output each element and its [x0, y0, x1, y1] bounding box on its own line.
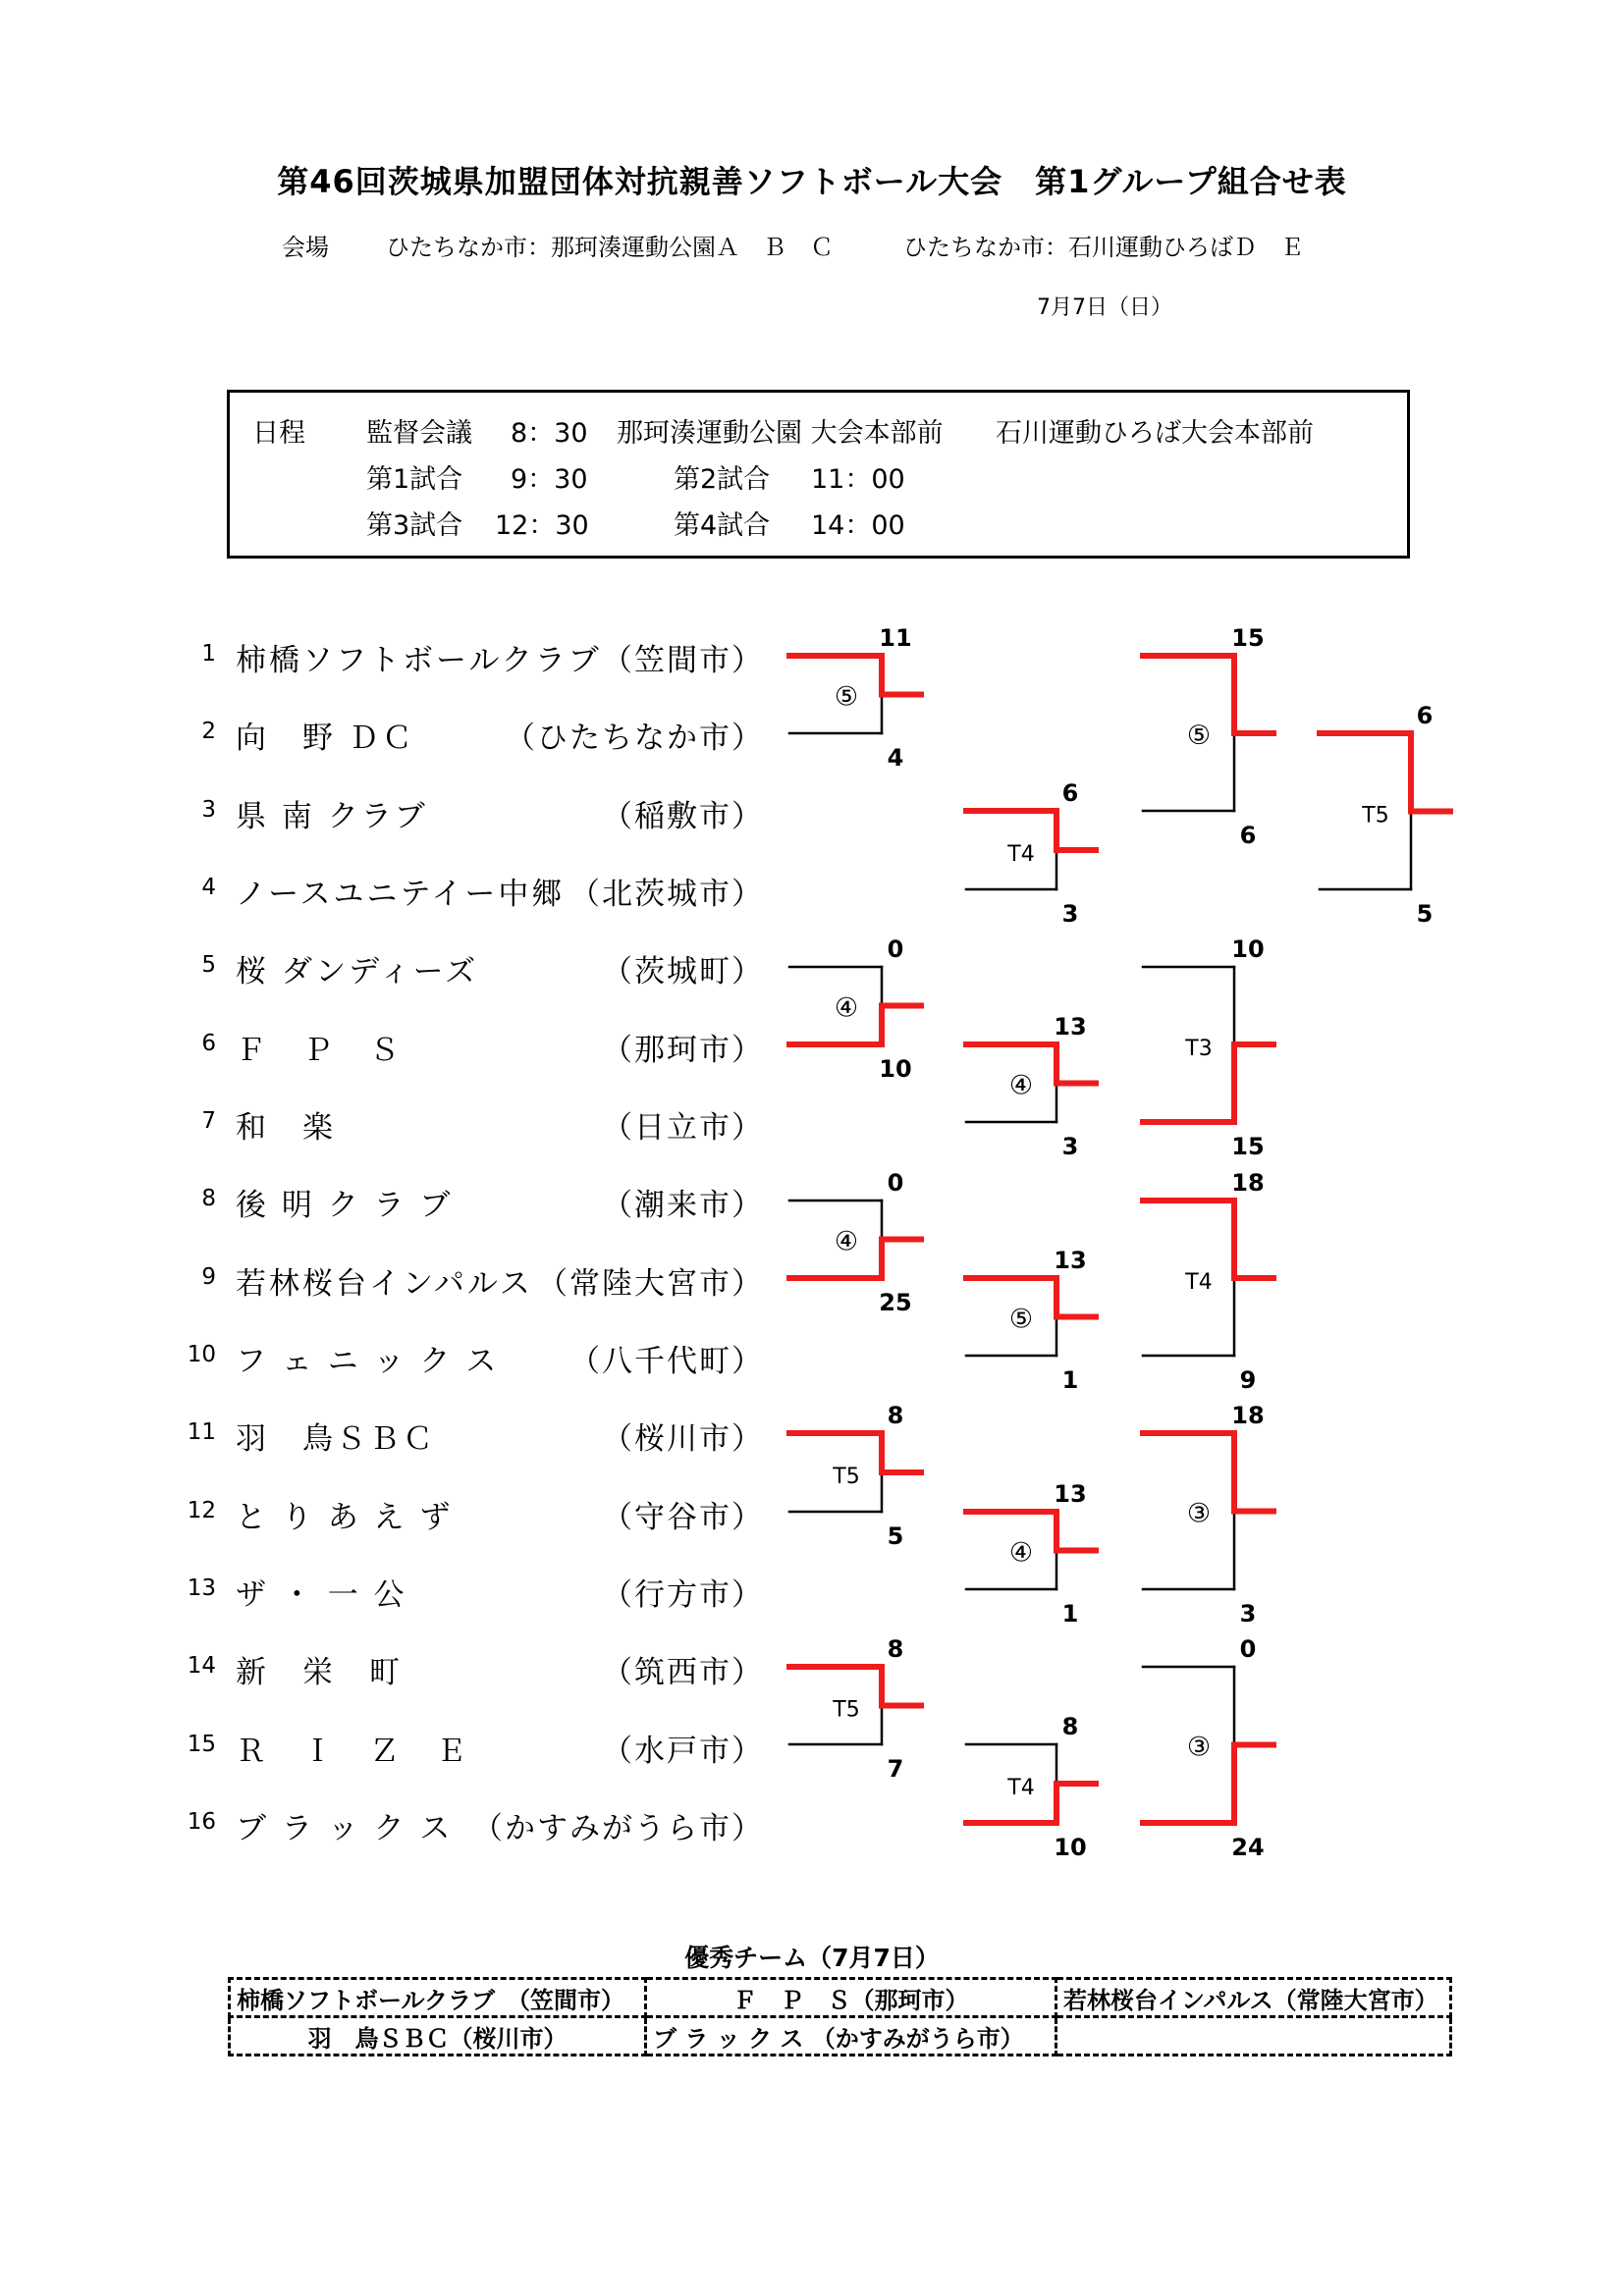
meeting-time: 8：30 [511, 418, 588, 449]
team-city: （北茨城市） [569, 876, 764, 912]
score-top: 8 [1061, 1713, 1079, 1740]
score-bottom: 10 [1054, 1834, 1087, 1861]
meeting-place-2: 石川運動ひろば大会本部前 [996, 418, 1314, 449]
team-number: 1 [201, 641, 216, 667]
winner-team [1056, 2017, 1451, 2056]
game-2-label: 第2試合 [674, 464, 771, 495]
score-top: 13 [1054, 1480, 1087, 1508]
team-number: 3 [201, 796, 216, 823]
team-name: ザ ・ 一 公 [236, 1576, 407, 1613]
team-city: （稲敷市） [602, 798, 764, 834]
page-title: 第46回茨城県加盟団体対抗親善ソフトボール大会 第1グループ組合せ表 [277, 163, 1347, 200]
score-top: 0 [1239, 1635, 1257, 1663]
team-number: 7 [201, 1107, 216, 1134]
team-city: （かすみがうら市） [472, 1810, 764, 1846]
team-name: ノースユニテイー中郷 [236, 876, 566, 912]
team-number: 2 [201, 719, 216, 745]
winner-team: 若林桜台インパルス（常陸大宮市） [1056, 1979, 1451, 2017]
team-number: 9 [201, 1263, 216, 1290]
venue-label: 会場 [282, 234, 329, 261]
team-number: 6 [201, 1030, 216, 1056]
score-top: 13 [1054, 1247, 1087, 1274]
team-name: フ ェ ニ ッ ク ス [236, 1343, 500, 1379]
meeting-place-1: 那珂湊運動公園 大会本部前 [617, 418, 944, 449]
score-bottom: 15 [1231, 1133, 1265, 1160]
score-bottom: 25 [879, 1289, 912, 1316]
team-name: と り あ え ず [236, 1499, 454, 1535]
score-top: 8 [887, 1402, 904, 1429]
score-top: 15 [1231, 624, 1265, 652]
team-number: 10 [187, 1341, 216, 1367]
team-city: （潮来市） [602, 1188, 764, 1224]
match-label: ④ [834, 1226, 859, 1257]
team-number: 4 [201, 874, 216, 900]
team-number: 5 [201, 952, 216, 979]
score-top: 0 [887, 935, 904, 963]
team-number: 16 [187, 1808, 216, 1835]
team-number: 14 [187, 1653, 216, 1680]
team-number: 12 [187, 1497, 216, 1523]
score-bottom: 4 [887, 744, 904, 772]
winners-row [230, 2017, 1451, 2056]
winner-team: 柿橋ソフトボールクラブ （笠間市） [230, 1979, 646, 2017]
score-top: 0 [887, 1169, 904, 1197]
match-label: T4 [1007, 842, 1035, 867]
schedule-label: 日程 [252, 418, 305, 449]
score-bottom: 6 [1239, 822, 1257, 849]
team-number: 13 [187, 1575, 216, 1601]
team-name: 桜 ダンディーズ [236, 954, 479, 990]
team-number: 11 [187, 1419, 216, 1446]
match-label: ④ [834, 992, 859, 1024]
winner-team: 羽 鳥ＳＢＣ（桜川市） [230, 2017, 646, 2056]
match-label: T5 [833, 1697, 860, 1723]
winner-team: ブ ラ ッ ク ス （かすみがうら市） [646, 2017, 1056, 2056]
winner-team: Ｆ Ｐ Ｓ（那珂市） [646, 1979, 1056, 2017]
match-label: ④ [1008, 1537, 1034, 1569]
team-name: 柿橋ソフトボールクラブ [236, 643, 602, 678]
score-bottom: 9 [1239, 1366, 1257, 1394]
score-bottom: 10 [879, 1055, 912, 1083]
score-bottom: 3 [1061, 1133, 1079, 1160]
score-bottom: 5 [887, 1522, 904, 1550]
winners-table [228, 1977, 1452, 2056]
score-top: 13 [1054, 1013, 1087, 1041]
match-label: T3 [1185, 1037, 1213, 1061]
game-3-label: 第3試合 [366, 510, 463, 541]
score-top: 10 [1231, 935, 1265, 963]
team-city: （八千代町） [569, 1343, 764, 1379]
game-4-label: 第4試合 [674, 510, 771, 541]
team-name: 若林桜台インパルス [236, 1265, 533, 1302]
match-label: ④ [1008, 1070, 1034, 1101]
event-date: 7月7日（日） [1037, 295, 1172, 320]
game-1-time: 9：30 [511, 464, 588, 495]
match-label: ⑤ [834, 681, 859, 713]
team-city: （行方市） [602, 1576, 764, 1613]
game-1-label: 第1試合 [366, 464, 463, 495]
game-3-time: 12：30 [495, 510, 589, 541]
team-name: Ｒ Ｉ Ｚ Ｅ [236, 1733, 469, 1769]
team-city: （筑西市） [602, 1655, 764, 1691]
score-top: 8 [887, 1635, 904, 1663]
match-label: T4 [1185, 1270, 1213, 1295]
team-name: Ｆ Ｐ Ｓ [236, 1032, 403, 1068]
team-name: ブ ラ ッ ク ス [236, 1810, 454, 1846]
game-2-time: 11：00 [811, 464, 905, 495]
score-bottom: 1 [1061, 1366, 1079, 1394]
team-city: （常陸大宮市） [537, 1265, 764, 1302]
score-top: 11 [879, 624, 912, 652]
team-name: 後 明 ク ラ ブ [236, 1188, 454, 1224]
venue-1: ひたちなか市：那珂湊運動公園Ａ Ｂ Ｃ [386, 234, 834, 261]
score-bottom: 24 [1231, 1834, 1265, 1861]
team-city: （那珂市） [602, 1032, 764, 1068]
meeting-label: 監督会議 [366, 418, 472, 449]
team-city: （守谷市） [602, 1499, 764, 1535]
match-label: ⑤ [1008, 1304, 1034, 1335]
match-label: ③ [1186, 1498, 1212, 1529]
team-number: 8 [201, 1186, 216, 1212]
team-city: （水戸市） [602, 1733, 764, 1769]
team-city: （茨城町） [602, 954, 764, 990]
score-bottom: 5 [1416, 900, 1434, 928]
team-number: 15 [187, 1731, 216, 1757]
match-label: ⑤ [1186, 721, 1212, 751]
venue-2: ひたちなか市：石川運動ひろばＤ Ｅ [903, 234, 1304, 261]
team-name: 向 野 ＤＣ [236, 721, 415, 757]
score-top: 18 [1231, 1169, 1265, 1197]
team-name: 県 南 クラブ [236, 798, 428, 834]
score-top: 18 [1231, 1402, 1265, 1429]
match-label: ③ [1186, 1732, 1212, 1763]
team-name: 和 楽 [236, 1109, 336, 1146]
team-city: （桜川市） [602, 1421, 764, 1458]
score-bottom: 3 [1239, 1600, 1257, 1628]
team-city: （日立市） [602, 1109, 764, 1146]
score-top: 6 [1416, 702, 1434, 729]
team-name: 羽 鳥ＳＢＣ [236, 1421, 436, 1458]
score-bottom: 3 [1061, 900, 1079, 928]
team-city: （笠間市） [602, 643, 764, 678]
match-label: T5 [833, 1465, 860, 1489]
winners-title: 優秀チーム（7月7日） [684, 1944, 940, 1972]
score-bottom: 1 [1061, 1600, 1079, 1628]
winners-row [230, 1979, 1451, 2017]
game-4-time: 14：00 [811, 510, 905, 541]
team-name: 新 栄 町 [236, 1655, 403, 1691]
score-bottom: 7 [887, 1755, 904, 1783]
team-city: （ひたちなか市） [505, 721, 764, 757]
score-top: 6 [1061, 779, 1079, 807]
match-label: T4 [1007, 1776, 1035, 1800]
match-label: T5 [1362, 803, 1389, 828]
